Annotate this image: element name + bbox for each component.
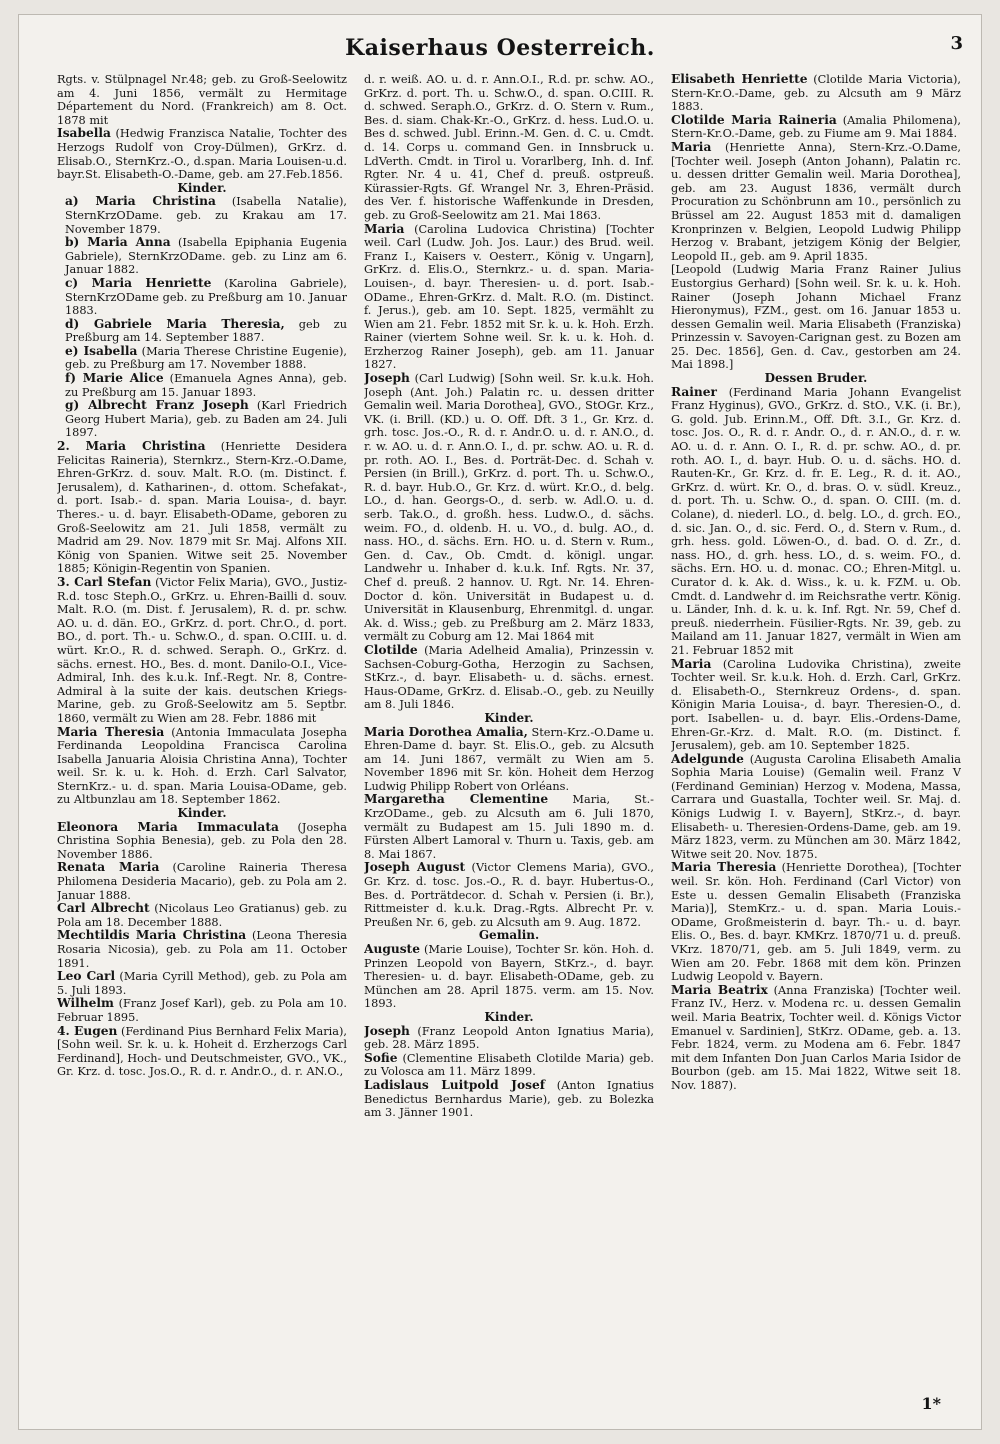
entry-text: (Maria Cyrill Method), geb. zu Pola am 5. Juli 1893. [57,970,347,997]
entry-text: (Victor Felix Maria), GVO., Justiz-R.d. tosc Steph.O., GrKrz. u. Ehren-Bailli d. souv. Malt. R.O. (m. Dist. f. Jerusalem), R. d. pr. schw. AO. u. d. dän. EO., GrKrz. d. port. Chr.O., d. port. BO., d. port. Th.- u. Schw.O., d. span. O.CIII. u. d. würt. Kr.O., R. d. schwed. Seraph. O., GrKrz. d. sächs. ernest. HO., Bes. d. mont. Danilo-O.I., Vice-Admiral, Inh. des k.u.k. Inf.-Regt. Nr. 8, Contre-Admiral à la suite der kais. deutschen Kriegs-Marine, geb. zu Groß-Seelowitz am 5. Septbr. 1860, vermält zu Wien am 28. Febr. 1886 mit [57,575,347,725]
entry-text: Rgts. v. Stülpnagel Nr.48; geb. zu Groß-Seelowitz am 4. Juni 1856, vermält zu Hermitage Département du Nord. (Frankreich) am 8. Oct. 1878 mit [57,73,347,127]
entry-text: (Clementine Elisabeth Clotilde Maria) geb. zu Volosca am 11. März 1899. [364,1051,654,1079]
entry-text: (Henriette Anna), Stern-Krz.-O.Dame, [Tochter weil. Joseph (Anton Johann), Palatin rc. u. dessen dritter Gemalin weil. Maria Dorothea], geb. am 23. August 1836, vermält durch Procuration zu Schönbrunn am 10., persönlich zu Brüssel am 22. August 1853 mit d. damaligen Kronprinzen v. Belgien, Leopold Ludwig Philipp Herzog v. Brabant, jetzigem König der Belgier, Leopold II., geb. am 9. April 1835. [671,140,961,263]
genealogy-entry [57,372,347,399]
genealogy-entry [57,902,347,929]
genealogy-entry [671,658,961,753]
person-name: f) Marie Alice [65,371,164,386]
genealogy-entry [364,793,654,861]
person-name: a) Maria Christina [65,194,216,209]
person-name: Renata Maria [57,860,160,875]
entry-text: [Leopold (Ludwig Maria Franz Rainer Julius Eustorgius Gerhard) [Sohn weil. Sr. k. u. k. Hoh. Rainer (Joseph Johann Michael Franz Hieronymus), FZM., gest. om 16. Januar 1853 u. dessen Gemalin weil. Maria Elisabeth (Franziska) Prinzessin v. Savoyen-Carignan gest. zu Bozen am 25. Dec. 1856], Gen. d. Cav., gestorben am 24. Mai 1898.] [671,263,961,372]
genealogy-entry [364,372,654,644]
person-name: Wilhelm [57,996,114,1011]
entry-text: (Henriette Dorothea), [Tochter weil. Sr. kön. Hoh. Ferdinand (Carl Victor) von Este u. dessen Gemalin Elisabeth (Franziska Maria)], StemKrz.- u. d. span. Maria Louis.-ODame, Großmeisterin d. bayr. Th.- u. d. bayr. Elis. O., Bes. d. bayr. KMKrz. 1870/71 u. d. preuß. VKrz. 1870/71, geb. am 5. Juli 1849, verm. zu Wien am 20. Febr. 1868 mit dem kön. Prinzen Ludwig Leopold v. Bayern. [671,861,961,984]
entry-text: (Henriette Desidera Felicitas Raineria), Sternkrz., Stern-Krz.-O.Dame, Ehren-GrKrz. d. souv. Malt. R.O. (m. Distinct. f. Jerusalem), d. Katharinen-, d. ottom. Schefakat-, d. port. Isab.- d. span. Maria Louisa-, d. bayr. Theres.- u. d. bayr. Elisabeth-ODame, geboren zu Groß-Seelowitz am 21. Juli 1858, vermält zu Madrid am 29. Nov. 1879 mit Sr. Maj. Alfons XII. König von Spanien. Witwe seit 25. November 1885; Königin-Regentin von Spanien. [57,440,347,576]
person-name: Maria Dorothea Amalia, [364,724,528,739]
genealogy-entry [57,195,347,236]
genealogy-entry [57,236,347,277]
column-right [671,73,961,1403]
person-name: Maria Theresia [57,724,165,739]
person-name: Elisabeth Henriette [671,73,808,86]
person-name: Adelgunde [671,751,744,766]
genealogy-entry [57,821,347,862]
entry-text: (Emanuela Agnes Anna), geb. zu Preßburg am 15. Januar 1893. [65,372,347,399]
person-name: g) Albrecht Franz Joseph [65,398,249,413]
genealogy-entry [671,386,961,658]
entry-text: (Antonia Immaculata Josepha Ferdinanda Leopoldina Francisca Carolina Isabella Januaria Aloisia Christina Anna), Tochter weil. Sr. k. u. k. Hoh. d. Erzh. Carl Salvator, SternKrz.- u. d. span. Maria Louisa-ODame, geb. zu Altbunzlau am 18. September 1862. [57,725,347,807]
person-name: Eleonora Maria Immaculata [57,819,279,834]
entry-text: (Franz Josef Karl), geb. zu Pola am 10. Februar 1895. [57,997,347,1024]
entry-text: (Josepha Christina Sophia Benesia), geb. zu Pola den 28. November 1886. [57,820,347,861]
person-name: Sofie [364,1050,398,1065]
text-columns [57,73,961,1403]
genealogy-entry [364,644,654,712]
entry-text: d. r. weiß. AO. u. d. r. Ann.O.I., R.d. pr. schw. AO., GrKrz. d. port. Th. u. Schw.O., d. span. O.CIII. R. d. schwed. Seraph.O., GrKrz. d. O. Stern v. Rum., Bes. d. siam. Chak-Kr.-O., GrKrz. d. hess. Lud.O. u. Bes d. schwed. Jubl. Erinn.-M. Gen. d. C. u. Cmdt. d. 14. Corps u. command Gen. in Innsbruck u. LdVerth. Cmdt. in Tirol u. Vorarlberg, Inh. d. Inf. Rgter. Nr. 4 u. 41, Chef d. preuß. ostpreuß. Kürassier-Rgts. Gf. Wrangel Nr. 3, Ehren-Präsid. des Ver. f. historische Waffenkunde in Dresden, geb. zu Groß-Seelowitz am 21. Mai 1863. [364,73,654,222]
genealogy-entry [57,929,347,970]
genealogy-entry [671,753,961,862]
section-heading: Kinder. [484,1009,534,1024]
genealogy-entry [671,861,961,983]
section-heading: Dessen Bruder. [764,371,868,386]
section-heading: Kinder. [484,710,534,725]
entry-text: (Maria Adelheid Amalia), Prinzessin v. Sachsen-Coburg-Gotha, Herzogin zu Sachsen, StKrz.-, d. bayr. Elisabeth- u. d. sächs. ernest. Haus-ODame, GrKrz. d. Elisab.-O., geb. zu Neuilly am 8. Juli 1846. [364,643,654,712]
genealogy-entry [57,127,347,181]
column-middle [364,73,654,1403]
entry-text: geb zu Preßburg am 14. September 1887. [65,317,347,345]
entry-text: (Isabella Epiphania Eugenia Gabriele), SternKrzODame. geb. zu Linz am 6. Januar 1882. [65,236,347,277]
person-name: Clotilde Maria Raineria [671,112,837,127]
genealogy-entry [671,114,961,141]
entry-text: (Isabella Natalie), SternKrzODame. geb. zu Krakau am 17. November 1879. [65,195,347,236]
entry-text: (Karl Friedrich Georg Hubert Maria), geb. zu Baden am 24. Juli 1897. [65,399,347,440]
section-heading: Kinder. [177,180,227,195]
entry-text: (Ferdinand Pius Bernhard Felix Maria), [Sohn weil. Sr. k. u. k. Hoheit d. Erzherzogs Carl Ferdinand], Hoch- und Deutschmeister, GVO., VK., Gr. Krz. d. tosc. Jos.O., R. d. r. Andr.O., d. r. AN.O., [57,1024,347,1079]
person-name: Ladislaus Luitpold Josef [364,1077,545,1092]
person-name: Leo Carl [57,969,116,984]
person-name: Maria [671,656,712,671]
person-name: b) Maria Anna [65,235,171,250]
genealogy-entry [57,440,347,576]
entry-text: (Clotilde Maria Victoria), Stern-Kr.O.-Dame, geb. zu Alcsuth am 9 März 1883. [671,73,961,114]
genealogy-entry [364,1025,654,1052]
entry-text: Stern-Krz.-O.Dame u. Ehren-Dame d. bayr. St. Elis.O., geb. zu Alcsuth am 14. Juni 1867, vermält zu Wien am 5. November 1896 mit Sr. kön. Hoheit dem Herzog Ludwig Philipp Robert von Orléans. [364,725,654,793]
genealogy-entry [57,1025,347,1079]
entry-text: (Hedwig Franzisca Natalie, Tochter des Herzogs Rudolf von Croy-Dülmen), GrKrz. d. Elisab.O., SternKrz.-O., d.span. Maria Louisen-u.d. bayr.St. Elisabeth-O.-Dame, geb. am 27.Feb.1856. [57,127,347,182]
person-name: Mechtildis Maria Christina [57,928,247,943]
person-name: Joseph August [364,860,466,875]
page-number: 3 [950,33,963,54]
genealogy-entry [364,223,654,373]
genealogy-entry [671,984,961,1093]
person-name: c) Maria Henriette [65,275,212,290]
person-name: Maria Theresia [671,860,777,875]
genealogy-entry [57,726,347,808]
genealogy-entry [57,970,347,997]
running-head: Kaiserhaus Oesterreich. [345,35,655,61]
entry-text: (Marie Louise), Tochter Sr. kön. Hoh. d. Prinzen Leopold von Bayern, StKrz.-, d. bayr. Theresien- u. d. bayr. Elisabeth-ODame, geb. zu München am 28. April 1875. verm. am 15. Nov. 1893. [364,943,654,1011]
entry-text: (Anton Ignatius Benedictus Bernhardus Marie), geb. zu Bolezka am 3. Jänner 1901. [364,1078,654,1120]
genealogy-entry [57,861,347,902]
genealogy-entry [364,943,654,1011]
entry-text: (Caroline Raineria Theresa Philomena Desideria Macario), geb. zu Pola am 2. Januar 1888. [57,861,347,902]
person-name: Carl Albrecht [57,901,150,916]
person-name: 4. Eugen [57,1023,118,1038]
column-left [57,73,347,1403]
person-name: Clotilde [364,642,418,657]
genealogy-entry [57,399,347,440]
entry-text: (Augusta Carolina Elisabeth Amalia Sophia Maria Louise) (Gemalin weil. Franz V (Ferdinand Geminian) Herzog v. Modena, Massa, Carrara und Guastalla, Tochter weil. Sr. Maj. d. Königs Ludwig I. v. Bayern], StKrz.-, d. bayr. Elisabeth- u. Theresien-Ordens-Dame, geb. am 19. März 1823, verm. zu München am 30. März 1842, Witwe seit 20. Nov. 1875. [671,752,961,861]
entry-text: (Ferdinand Maria Johann Evangelist Franz Hyginus), GVO., GrKrz. d. StO., V.K. (i. Br.), G. gold. Jub. Erinn.M., Off. Dft. 3.I., Gr. Krz. d. tosc. Jos. O., R. d. r. Andr. O., d. r. AN.O., d. r. w. AO. u. d. r. Ann. O. I., R. d. pr. schw. AO., d. pr. roth. AO. I., d. bayr. Hub. O. u. d. sächs. HO. d. Rauten-Kr., Gr. Krz. d. fr. E. Leg., R. d. it. AO., GrKrz. d. würt. Kr. O., d. bras. O. v. südl. Kreuz., d. port. Th. u. Schw. O., d. span. O. CIII. (m. d. Colane), d. niederl. LO., d. belg. LO., d. grch. EO., d. sic. Jan. O., d. sic. Ferd. O., d. Stern v. Rum., d. grh. hess. gold. Löwen-O., d. bad. O. d. Zr., d. nass. HO., d. grh. hess. LO., d. s. weim. FO., d. sächs. Ern. HO. u. d. monac. CO.; Ehren-Mitgl. u. Curator d. k. Ak. d. Wiss., k. u. k. FZM. u. Ob. Cmdt. d. Landwehr d. im Reichsrathe vertr. König. u. Länder, Inh. d. k. u. k. Inf. Rgt. Nr. 59, Chef d. preuß. niederrhein. Füsilier-Rgts. Nr. 39, geb. zu Mailand am 11. Januar 1827, vermält in Wien am 21. Februar 1852 mit [671,385,961,657]
entry-continuation [671,263,961,372]
entry-continuation [57,73,347,127]
entry-text: (Franz Leopold Anton Ignatius Maria), geb. 28. März 1895. [364,1024,654,1052]
person-name: d) Gabriele Maria Theresia, [65,316,285,331]
entry-text: (Anna Franziska) [Tochter weil. Franz IV., Herz. v. Modena rc. u. dessen Gemalin weil. Maria Beatrix, Tochter weil. d. Königs Victor Emanuel v. Sardinien], StKrz. ODame, geb. a. 13. Febr. 1824, verm. zu Modena am 6. Febr. 1847 mit dem Infanten Don Juan Carlos Maria Isidor de Bourbon (geb. am 15. Mai 1822, Witwe seit 18. Nov. 1887). [671,983,961,1092]
genealogy-entry [364,1079,654,1120]
book-page [18,14,982,1430]
entry-text: (Leona Theresia Rosaria Nicosia), geb. zu Pola am 11. October 1891. [57,929,347,970]
person-name: e) Isabella [65,343,138,358]
entry-text: (Nicolaus Leo Gratianus) geb. zu Pola am 18. December 1888. [57,902,347,929]
section-heading: Kinder. [177,806,227,821]
entry-text: (Carolina Ludovika Christina), zweite Tochter weil. Sr. k.u.k. Hoh. d. Erzh. Carl, GrKrz. d. Elisabeth-O., Sternkreuz Ordens-, d. span. Königin Maria Louisa-, d. bayr. Theresien-O., d. port. Isabellen- u. d. bayr. Elis.-Ordens-Dame, Ehren-Gr.-Krz. d. Malt. R.O. (m. Distinct. f. Jerusalem), geb. am 10. September 1825. [671,657,961,753]
entry-text: (Victor Clemens Maria), GVO., Gr. Krz. d. tosc. Jos.-O., R. d. bayr. Hubertus-O., Bes. d. Porträtdecor. d. Schah v. Persien (i. Br.), Rittmeister d. k.u.k. Drag.-Rgts. Albrecht Pr. v. Preußen Nr. 6, geb. zu Alcsuth am 9. Aug. 1872. [364,861,654,929]
genealogy-entry [671,73,961,114]
entry-text: (Karolina Gabriele), SternKrzODame geb. zu Preßburg am 10. Januar 1883. [65,276,347,318]
person-name: Maria Beatrix [671,982,768,997]
genealogy-entry [364,861,654,929]
person-name: Isabella [57,126,111,141]
section-heading: Gemalin. [478,928,540,943]
person-name: 2. Maria Christina [57,439,206,454]
person-name: Maria [671,139,712,154]
entry-text: Maria, St.-KrzODame., geb. zu Alcsuth am 6. Juli 1870, vermält zu Budapest am 15. Juli 1890 m. d. Fürsten Albert Lamoral v. Thurn u. Taxis, geb. am 8. Mai 1867. [364,793,654,861]
person-name: Auguste [364,942,420,956]
genealogy-entry [57,997,347,1024]
genealogy-entry [57,576,347,726]
entry-text: (Amalia Philomena), Stern-Kr.O.-Dame, geb. zu Fiume am 9. Mai 1884. [671,113,961,141]
entry-text: (Carolina Ludovica Christina) [Tochter weil. Carl (Ludw. Joh. Jos. Laur.) des Brud. weil. Franz I., Kaisers v. Oesterr., König v. Ungarn], GrKrz. d. Elis.O., Sternkrz.- u. d. span. Maria-Louisen-, d. bayr. Theresien- u. d. port. Isab.-ODame., Ehren-GrKrz. d. Malt. R.O. (m. Distinct. f. Jerus.), geb. am 10. Sept. 1825, vermählt zu Wien am 21. Febr. 1852 mit Sr. k. u. k. Hoh. Erzh. Rainer (viertem Sohne weil. Sr. k. u. k. Hoh. d. Erzherzog Rainer Joseph), geb. am 11. Januar 1827. [364,222,654,372]
person-name: Maria [364,221,405,236]
person-name: 3. Carl Stefan [57,574,152,589]
person-name: Rainer [671,384,717,399]
genealogy-entry [364,1052,654,1079]
genealogy-entry [364,726,654,794]
entry-continuation [364,73,654,223]
person-name: Margaretha Clementine [364,792,549,807]
genealogy-entry [671,141,961,263]
genealogy-entry [57,277,347,318]
person-name: Joseph [364,1023,410,1038]
genealogy-entry [57,345,347,372]
entry-text: (Maria Therese Christine Eugenie), geb. zu Preßburg am 17. November 1888. [65,344,347,372]
genealogy-entry [57,318,347,345]
person-name: Joseph [364,371,410,386]
entry-text: (Carl Ludwig) [Sohn weil. Sr. k.u.k. Hoh. Joseph (Ant. Joh.) Palatin rc. u. dessen dritter Gemalin weil. Maria Dorothea], GVO., StOGr. Krz., VK. (i. Brill. (KD.) u. O. Off. Dft. 3 1., Gr. Krz. d. grh. tosc. Jos.-O., R. d. r. Andr.O. u. d. r. AN.O., d. r. w. AO. u. d. r. Ann.O. I., d. pr. schw. AO. u. R. d. pr. roth. AO. I., Bes. d. Porträt-Dec. d. Schah v. Persien (in Brill.), GrKrz. d. port. Th. u. Schw.O., R. d. bayr. Hub.O., Gr. Krz. d. würt. Kr.O., d. belg. LO., d. han. Georgs-O., d. serb. w. Adl.O. u. d. serb. Tak.O., d. großh. hess. Ludw.O., d. sächs. weim. FO., d. oldenb. H. u. VO., d. bulg. AO., d. nass. HO., d. sächs. Ern. HO. u. d. Stern v. Rum., Gen. d. Cav., Ob. Cmdt. d. königl. ungar. Landwehr u. Inhaber d. k.u.k. Inf. Rgts. Nr. 37, Chef d. preuß. 2 hannov. U. Rgt. Nr. 14. Ehren-Doctor d. kön. Universität in Budapest u. d. Universität in Klausenburg, Ehrenmitgl. d. ungar. Ak. d. Wiss.; geb. zu Preßburg am 2. März 1833, vermält zu Coburg am 12. Mai 1864 mit [364,372,654,644]
signature-mark: 1* [921,1394,941,1413]
